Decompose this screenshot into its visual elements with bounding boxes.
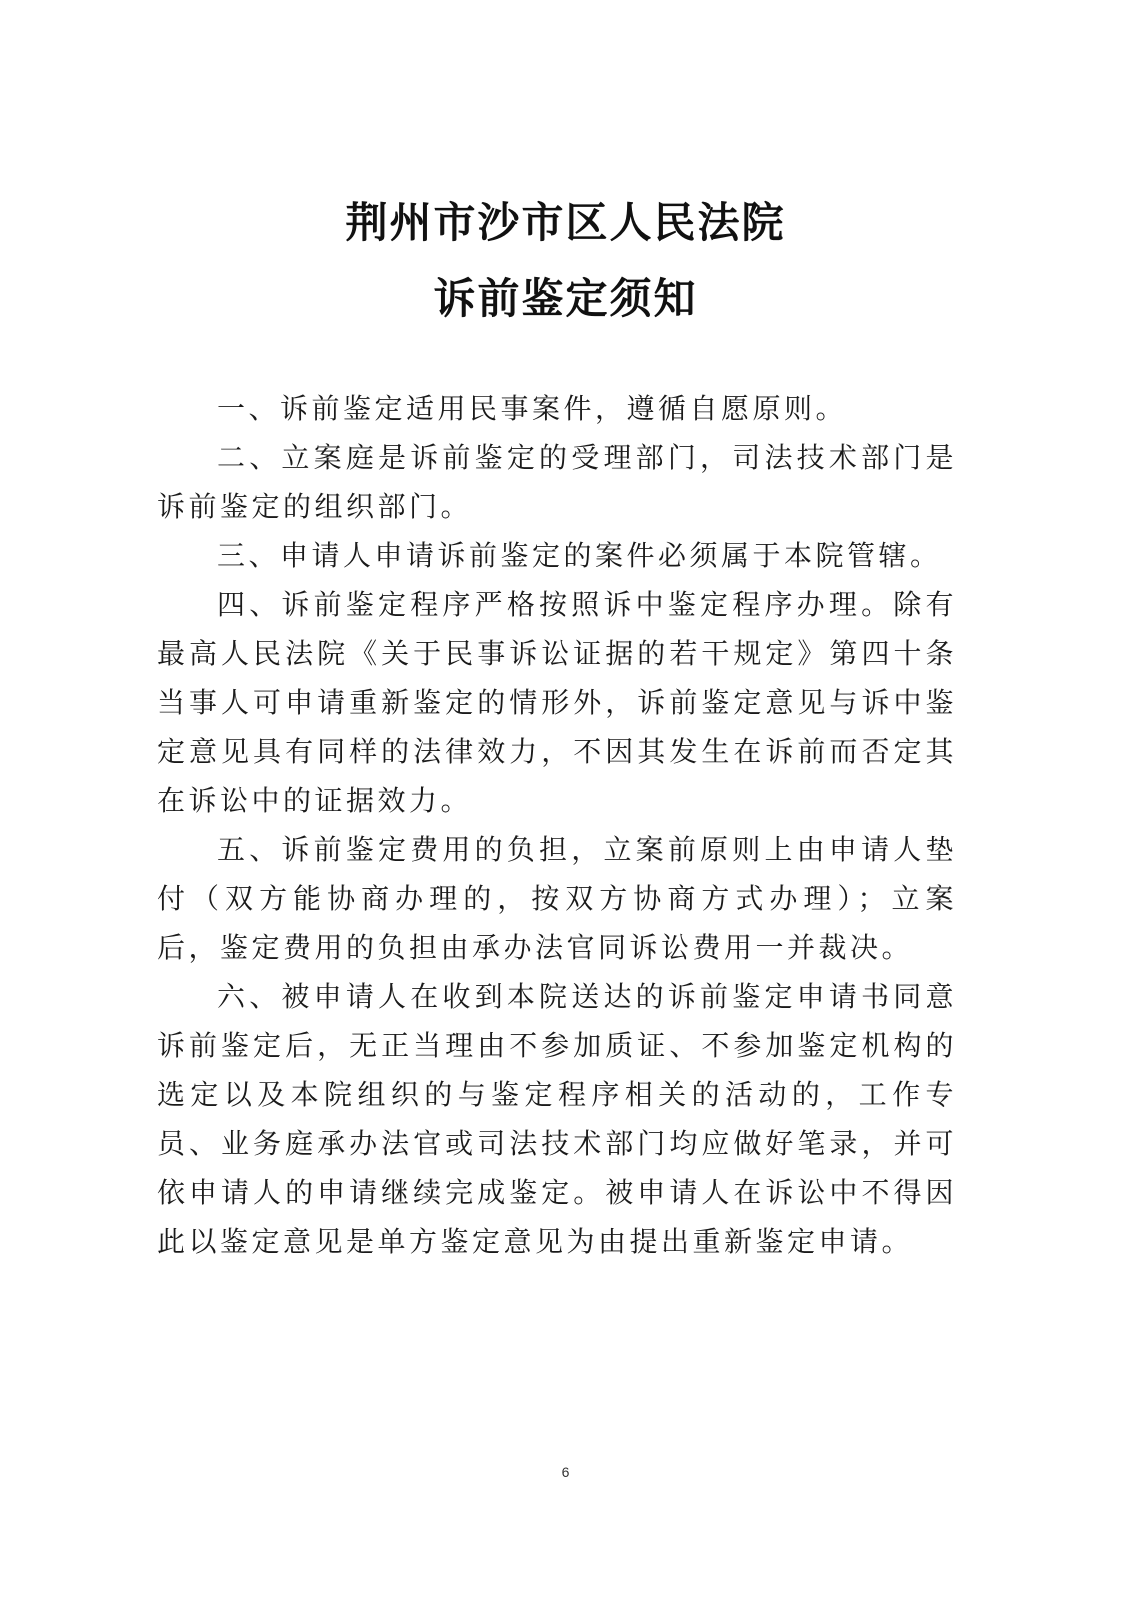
paragraph-1: 一、诉前鉴定适用民事案件，遵循自愿原则。 (217, 392, 848, 425)
title-notice-name: 诉前鉴定须知 (433, 274, 698, 323)
paragraph-2: 二、立案庭是诉前鉴定的受理部门，司法技术部门是诉前鉴定的组织部门。 (157, 441, 957, 523)
paragraph-3: 三、申请人申请诉前鉴定的案件必须属于本院管辖。 (217, 539, 942, 572)
notice-body (157, 384, 957, 1266)
paragraph-4: 四、诉前鉴定程序严格按照诉中鉴定程序办理。除有最高人民法院《关于民事诉讼证据的若干规定》第四十条当事人可申请重新鉴定的情形外，诉前鉴定意见与诉中鉴定意见具有同样的法律效力，不因其发生在诉前而否定其在诉讼中的证据效力。 (157, 588, 957, 817)
page-number: 6 (561, 1464, 570, 1480)
paragraph-5: 五、诉前鉴定费用的负担，立案前原则上由申请人垫付（双方能协商办理的，按双方协商方式办理）；立案后，鉴定费用的负担由承办法官同诉讼费用一并裁决。 (157, 833, 957, 964)
paragraph-6: 六、被申请人在收到本院送达的诉前鉴定申请书同意诉前鉴定后，无正当理由不参加质证、不参加鉴定机构的选定以及本院组织的与鉴定程序相关的活动的，工作专员、业务庭承办法官或司法技术部门均应做好笔录，并可依申请人的申请继续完成鉴定。被申请人在诉讼中不得因此以鉴定意见是单方鉴定意见为由提出重新鉴定申请。 (157, 980, 957, 1258)
title-court-name: 荆州市沙市区人民法院 (345, 198, 786, 247)
document-title (0, 185, 1131, 337)
